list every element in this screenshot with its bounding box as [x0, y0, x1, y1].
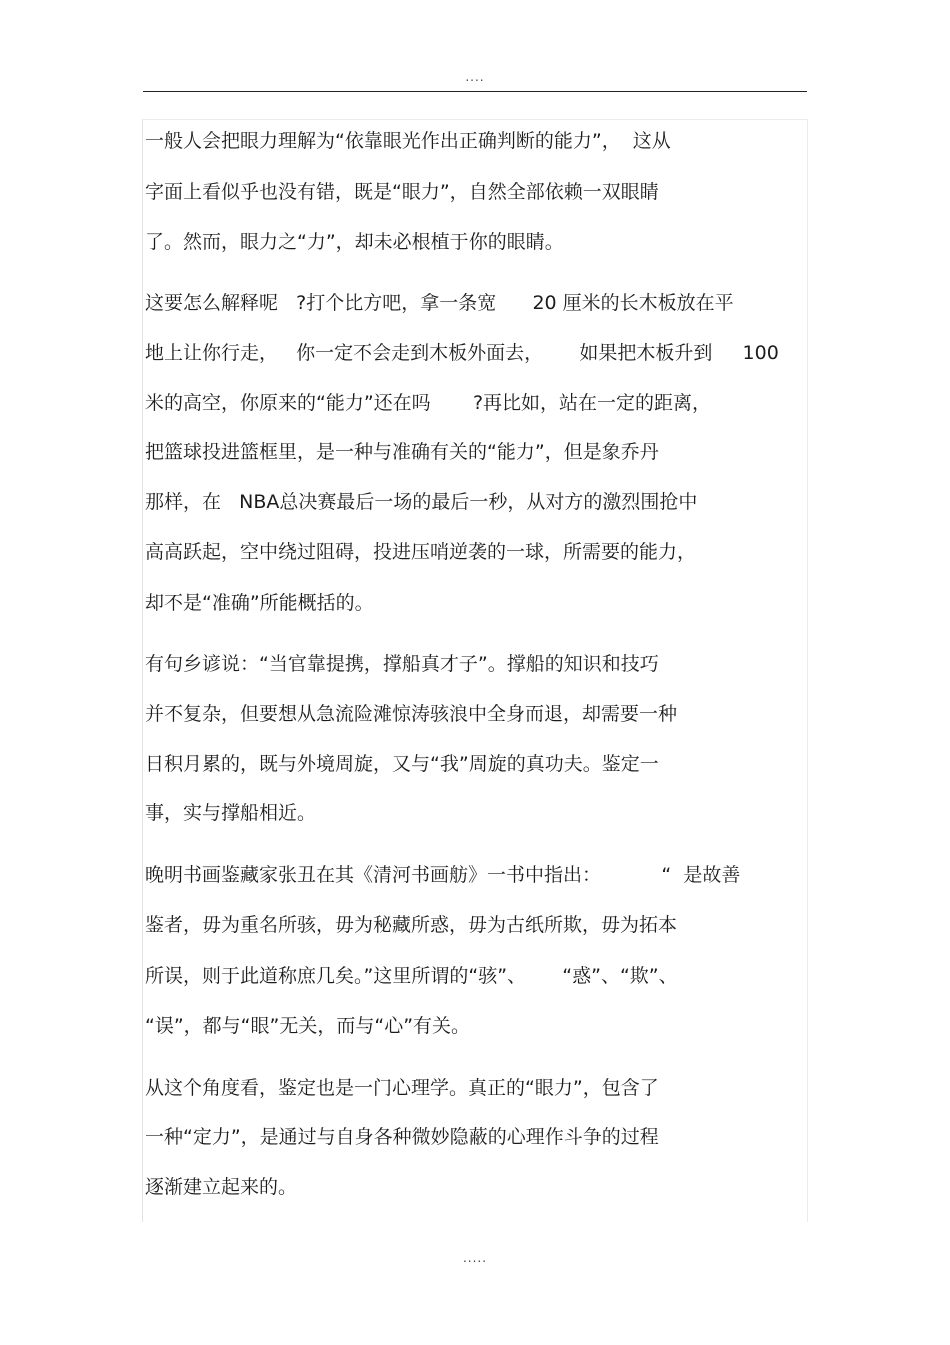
text-line: 这要怎么解释呢 ?打个比方吧，拿一条宽 20 厘米的长木板放在平 — [145, 292, 734, 314]
text-line: 高高跃起，空中绕过阻碍，投进压哨逆袭的一球，所需要的能力， — [145, 541, 697, 563]
text-line: 那样，在 NBA总决赛最后一场的最后一秒，从对方的激烈围抢中 — [145, 491, 698, 513]
text-line: 了。然而，眼力之“力”，却未必根植于你的眼睛。 — [145, 231, 564, 253]
text-line: “误”，都与“眼”无关，而与“心”有关。 — [145, 1015, 471, 1037]
text-line: 从这个角度看，鉴定也是一门心理学。真正的“眼力”，包含了 — [145, 1077, 659, 1099]
page-header-dots: .... — [465, 70, 485, 84]
text-line: 有句乡谚说：“当官靠提携，撑船真才子”。撑船的知识和技巧 — [145, 653, 659, 675]
text-line: 一般人会把眼力理解为“依靠眼光作出正确判断的能力”， 这从 — [145, 130, 671, 152]
text-line: 把篮球投进篮框里，是一种与准确有关的“能力”，但是象乔丹 — [145, 441, 659, 463]
text-line: 米的高空，你原来的“能力”还在吗 ?再比如，站在一定的距离， — [145, 392, 712, 414]
header-rule — [143, 91, 807, 92]
text-line: 地上让你行走， 你一定不会走到木板外面去， 如果把木板升到 100 — [145, 342, 779, 364]
page-footer-dots: ..... — [462, 1251, 488, 1265]
text-line: 却不是“准确”所能概括的。 — [145, 592, 374, 614]
text-line: 鉴者，毋为重名所骇，毋为秘藏所惑，毋为古纸所欺，毋为拓本 — [145, 914, 678, 936]
text-line: 事，实与撑船相近。 — [145, 802, 317, 824]
text-line: 并不复杂，但要想从急流险滩惊涛骇浪中全身而退，却需要一种 — [145, 703, 678, 725]
text-line: 字面上看似乎也没有错，既是“眼力”，自然全部依赖一双眼睛 — [145, 181, 659, 203]
text-line: 日积月累的，既与外境周旋，又与“我”周旋的真功夫。鉴定一 — [145, 753, 659, 775]
text-line: 逐渐建立起来的。 — [145, 1176, 298, 1198]
text-line: 一种“定力”，是通过与自身各种微妙隐蔽的心理作斗争的过程 — [145, 1126, 659, 1148]
text-line: 晚明书画鉴藏家张丑在其《清河书画舫》一书中指出： “ 是故善 — [145, 864, 741, 886]
text-line: 所误，则于此道称庶几矣。”这里所谓的“骇”、 “惑”、“欺”、 — [145, 965, 678, 987]
